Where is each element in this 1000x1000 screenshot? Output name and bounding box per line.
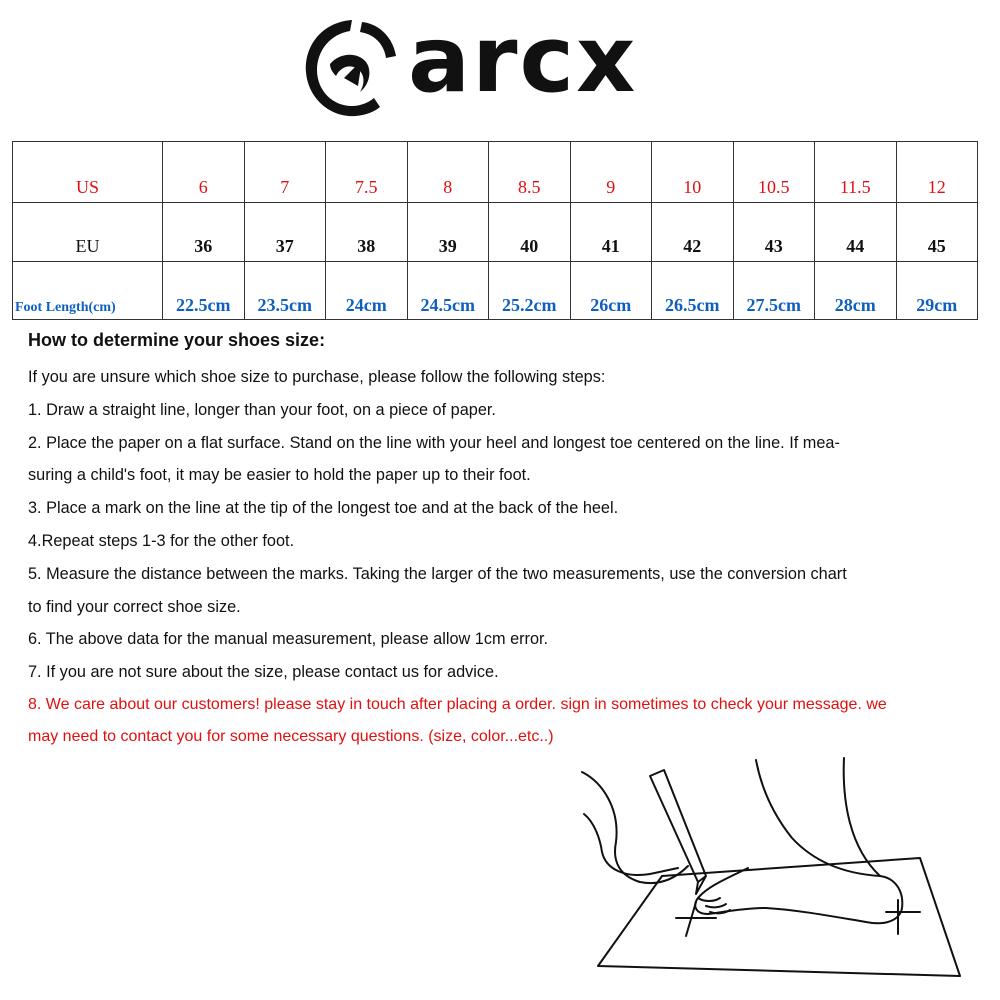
instruction-line: If you are unsure which shoe size to purchase, please follow the following steps: [28,368,606,386]
eu-size-cell: 39 [407,203,489,262]
foot-length-cell: 27.5cm [733,262,815,320]
us-size-cell: 11.5 [815,142,897,203]
foot-length-cell: 24.5cm [407,262,489,320]
foot-length-cell: 26.5cm [652,262,734,320]
eu-size-cell: 42 [652,203,734,262]
instruction-line: to find your correct shoe size. [28,597,241,616]
instructions-title: How to determine your shoes size: [28,330,326,350]
heel-line [844,758,880,876]
eu-size-cell: 40 [489,203,571,262]
instruction-line: 1. Draw a straight line, longer than your foot, on a piece of paper. [28,400,496,419]
leg-outline [695,760,902,923]
foot-length-cell: 29cm [896,262,978,320]
eu-size-cell: 43 [733,203,815,262]
us-size-cell: 12 [896,142,978,203]
eu-size-cell: 36 [163,203,245,262]
foot-length-cell: 23.5cm [244,262,326,320]
instructions-section [28,330,978,753]
paper-sheet [598,858,960,976]
eu-size-cell: 44 [815,203,897,262]
us-size-cell: 7 [244,142,326,203]
instruction-line: 6. The above data for the manual measurement, please allow 1cm error. [28,630,549,649]
eu-size-cell: 45 [896,203,978,262]
foot-measuring-illustration [580,752,980,992]
instruction-line: suring a child's foot, it may be easier to hold the paper up to their foot. [28,466,531,485]
eu-size-cell: 37 [244,203,326,262]
us-size-cell: 6 [163,142,245,203]
eu-size-cell: 38 [326,203,408,262]
foot-length-cell: 26cm [570,262,652,320]
foot-length-cell: 24cm [326,262,408,320]
hand-outline [584,814,678,875]
us-size-cell: 8.5 [489,142,571,203]
foot-length-row [13,262,978,320]
instruction-line: 7. If you are not sure about the size, please contact us for advice. [28,663,499,682]
size-chart-table [12,141,978,320]
us-size-cell: 7.5 [326,142,408,203]
foot-length-label: Foot Length(cm) [13,262,163,320]
brand-name: arcx [408,6,638,113]
eu-size-row [13,203,978,262]
customer-note-line: may need to contact you for some necessary questions. (size, color...etc..) [28,727,554,745]
us-size-cell: 9 [570,142,652,203]
eu-label: EU [13,203,163,262]
foot-length-cell: 28cm [815,262,897,320]
customer-note-line: 8. We care about our customers! please stay in touch after placing a order. sign in sometimes to check your message. we [28,695,887,713]
eu-size-cell: 41 [570,203,652,262]
us-size-cell: 8 [407,142,489,203]
foot-length-cell: 22.5cm [163,262,245,320]
instruction-line: 4.Repeat steps 1-3 for the other foot. [28,531,295,550]
us-size-row [13,142,978,203]
instruction-line: 5. Measure the distance between the marks. Taking the larger of the two measurements, use the conversion chart [28,564,847,583]
us-size-cell: 10 [652,142,734,203]
foot-length-cell: 25.2cm [489,262,571,320]
us-label: US [13,142,163,203]
instruction-line: 2. Place the paper on a flat surface. Stand on the line with your heel and longest toe centered on the line. If mea- [28,433,840,452]
us-size-cell: 10.5 [733,142,815,203]
instruction-line: 3. Place a mark on the line at the tip of the longest toe and at the back of the heel. [28,499,619,518]
